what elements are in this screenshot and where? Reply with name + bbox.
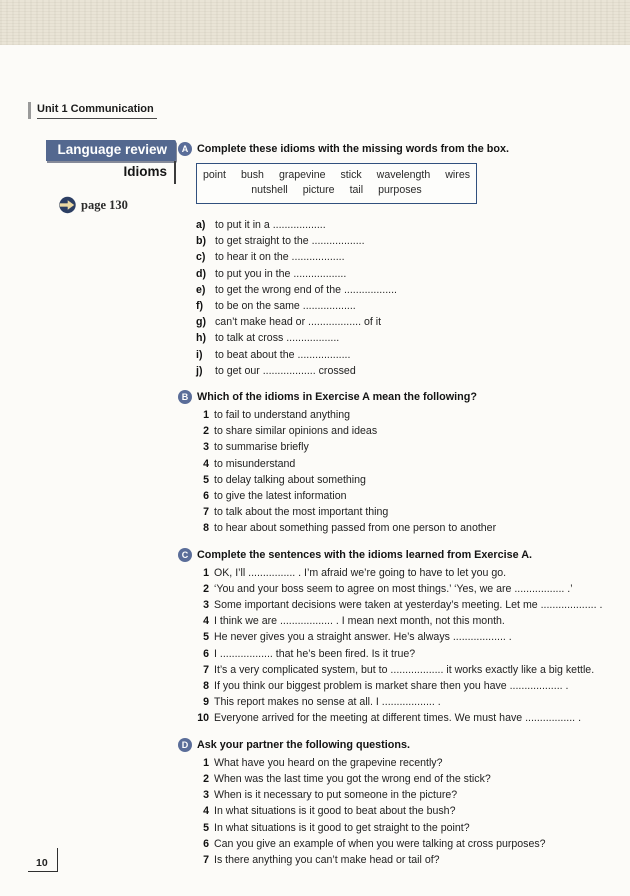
item-text: Can you give an example of when you were talking at cross purposes? (214, 837, 546, 850)
list-item (196, 803, 614, 819)
word: grapevine (278, 169, 326, 181)
word: point (202, 169, 226, 181)
item-label: 5 (203, 473, 209, 486)
exercise-b-badge: B (178, 390, 192, 404)
item-text: to beat about the .................. (215, 348, 351, 361)
item-label: 3 (203, 441, 209, 454)
item-text: to share similar opinions and ideas (214, 425, 378, 438)
list-item (196, 407, 614, 423)
list-item (196, 282, 614, 298)
item-text: to talk about the most important thing (214, 506, 389, 519)
list-item (196, 694, 614, 710)
item-label: 2 (203, 772, 209, 785)
exercise-b-heading (178, 390, 614, 404)
word-box (196, 163, 477, 204)
exercise-b-title: Which of the idioms in Exercise A mean the following? (197, 391, 477, 404)
item-label: 7 (203, 853, 209, 866)
list-item (196, 520, 614, 536)
list-item (196, 755, 614, 771)
item-label: 4 (203, 615, 209, 628)
exercise-c-badge: C (178, 548, 192, 562)
item-text: OK, I’ll ................ . I’m afraid we’re going to have to let you go. (214, 566, 507, 579)
item-text: When is it necessary to put someone in the picture? (214, 789, 458, 802)
item-label: 8 (203, 522, 209, 535)
item-text: to get our .................. crossed (215, 364, 356, 377)
item-text: ‘You and your boss seem to agree on most things.’ ‘Yes, we are ................. .’ (214, 582, 573, 595)
word-box-row-2 (203, 183, 470, 198)
item-text: to misunderstand (214, 457, 296, 470)
item-text: Is there anything you can’t make head or tail of? (214, 853, 440, 866)
item-label: 5 (203, 631, 209, 644)
item-text: to hear about something passed from one person to another (214, 522, 497, 535)
unit-header (28, 102, 157, 119)
item-text: In what situations is it good to beat about the bush? (214, 805, 456, 818)
right-arrow-icon (58, 196, 76, 214)
list-item (196, 330, 614, 346)
item-text: Some important decisions were taken at yesterday’s meeting. Let me ................... . (214, 599, 603, 612)
word: tail (349, 184, 364, 196)
list-item (196, 423, 614, 439)
exercise-c-heading (178, 548, 614, 562)
section-sublabel: Idioms (123, 161, 176, 184)
item-text: This report makes no sense at all. I .................. . (214, 696, 441, 709)
word: nutshell (251, 184, 288, 196)
item-text: In what situations is it good to get straight to the point? (214, 821, 470, 834)
item-label: 5 (203, 821, 209, 834)
page-number: 10 (28, 848, 58, 872)
exercise-d-heading (178, 738, 614, 752)
list-item (196, 820, 614, 836)
list-item (196, 852, 614, 868)
item-text: to hear it on the .................. (215, 251, 345, 264)
item-label: 9 (203, 696, 209, 709)
page-number-container (28, 848, 58, 872)
item-label: 3 (203, 789, 209, 802)
exercise-a-badge: A (178, 142, 192, 156)
item-label: b) (196, 235, 206, 248)
item-text: to give the latest information (214, 490, 347, 503)
list-item (196, 771, 614, 787)
item-text: I think we are .................. . I mean next month, not this month. (214, 615, 505, 628)
list-item (196, 249, 614, 265)
item-label: 1 (203, 566, 209, 579)
exercise-c-title: Complete the sentences with the idioms learned from Exercise A. (197, 548, 532, 561)
word: bush (240, 169, 264, 181)
item-text: can’t make head or .................. of it (215, 316, 382, 329)
list-item (196, 787, 614, 803)
exercises-column (178, 142, 614, 879)
item-text: to delay talking about something (214, 473, 366, 486)
word: stick (340, 169, 362, 181)
list-item (196, 472, 614, 488)
list-item (196, 678, 614, 694)
facing-page-edge-strip (0, 0, 630, 46)
item-label: 8 (203, 680, 209, 693)
item-label: 4 (203, 805, 209, 818)
item-text: to be on the same .................. (215, 300, 356, 313)
list-item (196, 314, 614, 330)
item-text: It’s a very complicated system, but to .................. it works exactly like a big kettle. (214, 663, 595, 676)
item-text: to get the wrong end of the .................. (215, 283, 397, 296)
list-item (196, 597, 614, 613)
item-label: 6 (203, 490, 209, 503)
exercise-d-title: Ask your partner the following questions. (197, 738, 410, 751)
list-item (196, 363, 614, 379)
word: wires (445, 169, 471, 181)
item-label: 2 (203, 582, 209, 595)
item-label: j) (196, 364, 203, 377)
list-item (196, 836, 614, 852)
list-item (196, 646, 614, 662)
exercise-d-badge: D (178, 738, 192, 752)
word: wavelength (376, 169, 431, 181)
item-label: c) (196, 251, 206, 264)
word-box-row-1 (203, 168, 470, 183)
list-item (196, 504, 614, 520)
item-text: to talk at cross .................. (215, 332, 340, 345)
exercise-d-items (196, 755, 614, 868)
item-label: 10 (197, 712, 209, 725)
unit-header-bar (28, 102, 31, 119)
item-label: h) (196, 332, 206, 345)
list-item (196, 233, 614, 249)
item-text: He never gives you a straight answer. He’s always .................. . (214, 631, 512, 644)
item-text: to put you in the .................. (215, 267, 347, 280)
item-text: to put it in a .................. (215, 219, 326, 231)
book-page (0, 45, 630, 896)
list-item (196, 662, 614, 678)
exercise-a-items (196, 217, 614, 379)
item-text: to get straight to the .................. (215, 235, 365, 248)
section-sidebar (0, 140, 176, 214)
list-item (196, 613, 614, 629)
item-text: to summarise briefly (214, 441, 309, 454)
item-label: 3 (203, 599, 209, 612)
list-item (196, 456, 614, 472)
list-item (196, 439, 614, 455)
exercise-a-heading (178, 142, 614, 156)
item-label: 6 (203, 837, 209, 850)
unit-header-text: Unit 1 Communication (37, 102, 157, 119)
list-item (196, 710, 614, 726)
item-label: 6 (203, 647, 209, 660)
item-label: e) (196, 283, 206, 296)
list-item (196, 565, 614, 581)
item-text: to fail to understand anything (214, 409, 351, 422)
item-label: 2 (203, 425, 209, 438)
item-text: If you think our biggest problem is market share then you have .................. . (214, 680, 569, 693)
item-label: d) (196, 267, 206, 280)
item-label: i) (196, 348, 203, 361)
item-text: What have you heard on the grapevine recently? (214, 756, 443, 769)
item-label: 7 (203, 506, 209, 519)
word: picture (302, 184, 335, 196)
list-item (196, 581, 614, 597)
list-item (196, 217, 614, 233)
item-label: a) (196, 219, 206, 231)
word: purposes (378, 184, 422, 196)
list-item (196, 266, 614, 282)
item-label: 1 (203, 756, 209, 769)
exercise-c-items (196, 565, 614, 727)
item-label: 7 (203, 663, 209, 676)
page-reference-text: page 130 (81, 197, 128, 212)
page-reference (58, 196, 128, 214)
item-text: When was the last time you got the wrong end of the stick? (214, 772, 491, 785)
item-label: g) (196, 316, 206, 329)
item-label: 1 (203, 409, 209, 422)
item-label: 4 (203, 457, 209, 470)
exercise-b-items (196, 407, 614, 537)
section-label-box: Language review (46, 140, 176, 161)
item-label: f) (196, 300, 204, 313)
list-item (196, 488, 614, 504)
list-item (196, 347, 614, 363)
item-text: I .................. that he’s been fired. Is it true? (214, 647, 416, 660)
exercise-a-title: Complete these idioms with the missing words from the box. (197, 143, 509, 155)
list-item (196, 629, 614, 645)
item-text: Everyone arrived for the meeting at different times. We must have ................. . (214, 712, 582, 725)
list-item (196, 298, 614, 314)
